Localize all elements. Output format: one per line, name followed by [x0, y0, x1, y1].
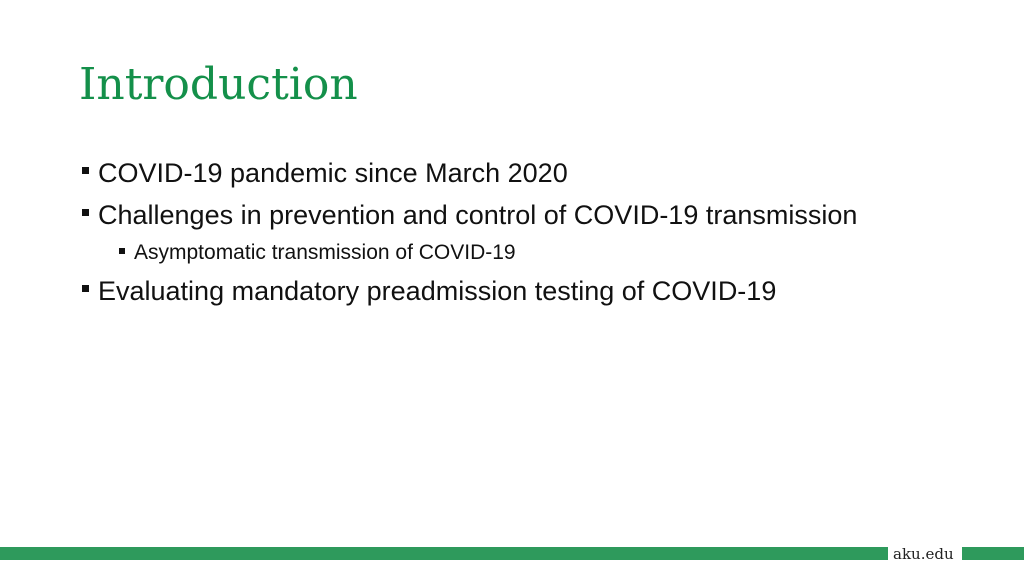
- footer-website-label: aku.edu: [893, 545, 954, 563]
- bullet-list: [82, 152, 857, 312]
- bullet-text: COVID-19 pandemic since March 2020: [98, 157, 568, 188]
- square-bullet-icon: [82, 167, 89, 174]
- bullet-item: [82, 194, 857, 236]
- square-bullet-icon: [119, 248, 125, 254]
- bullet-item: [82, 270, 857, 312]
- footer-bar-right: [962, 547, 1024, 560]
- bullet-text: Challenges in prevention and control of COVID-19 transmission: [98, 199, 858, 230]
- sub-bullet-text: Asymptomatic transmission of COVID-19: [134, 241, 516, 264]
- sub-bullet-item: [82, 236, 857, 270]
- footer-bar-left: [0, 547, 888, 560]
- bullet-text: Evaluating mandatory preadmission testing of COVID-19: [98, 275, 777, 306]
- square-bullet-icon: [82, 285, 89, 292]
- bullet-item: [82, 152, 857, 194]
- slide-title: Introduction: [79, 59, 358, 110]
- square-bullet-icon: [82, 209, 89, 216]
